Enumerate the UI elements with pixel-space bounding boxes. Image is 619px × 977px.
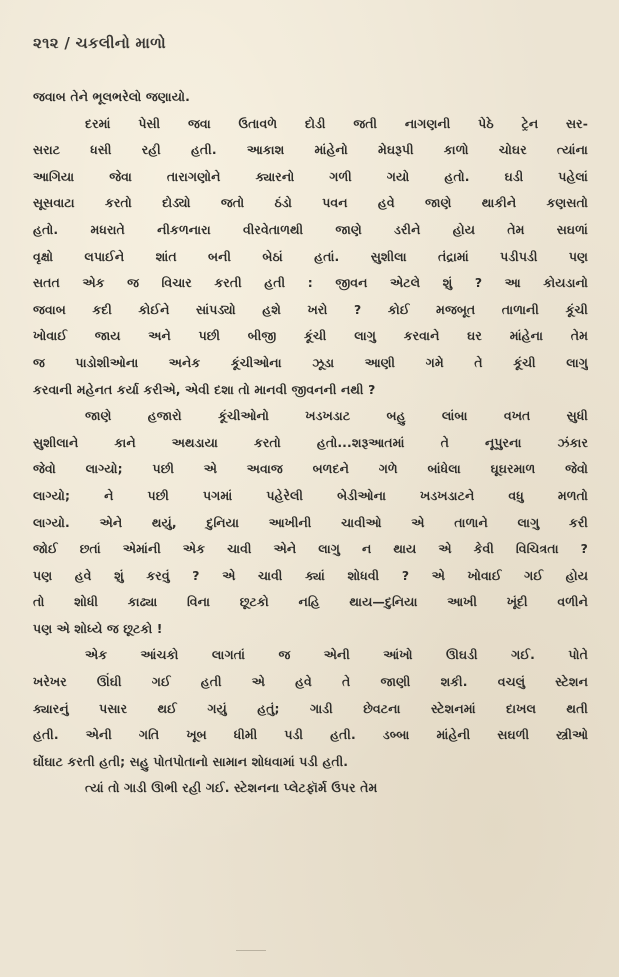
text-line: એક આંચકો લાગતાં જ એની આંખો ઊઘડી ગઈ. પોતે bbox=[85, 647, 588, 663]
text-line: લાગ્યો. એને થયું, દુનિયા આખીની ચાવીઓ એ તાળાને લાગુ કરી bbox=[33, 514, 588, 530]
text-line: હતો. મધરાતે નીકળનારા વીરવેતાળથી જાણે ડરીને હોય તેમ સઘળાં bbox=[33, 221, 588, 237]
text-line: હતી. એની ગતિ ખૂબ ધીમી પડી હતી. ડબ્બા માંહેની સઘળી સ્ત્રીઓ bbox=[33, 727, 588, 743]
text-line: ક્યારનું પસાર થઈ ગયું હતું; ગાડી છેવટના સ્ટેશનમાં દાખલ થતી bbox=[33, 700, 588, 716]
page-footer-mark bbox=[236, 950, 266, 951]
text-line: જાણે હજારો કૂંચીઓનો ખડખડાટ બહુ લાંબા વખત સુધી bbox=[85, 408, 588, 424]
text-line: ઘોંઘાટ કરતી હતી; સહુ પોતપોતાનો સામાન શોધવામાં પડી હતી. bbox=[33, 753, 349, 769]
text-line: તો શોધી કાઢ્યા વિના છૂટકો નહિ થાય—દુનિયા આખી ખૂંદી વળીને bbox=[33, 594, 588, 610]
text-line: સૂસવાટા કરતો દોડ્યો જતો ઠંડો પવન હવે જાણે થાકીને કણસતો bbox=[33, 195, 588, 211]
paragraph bbox=[33, 111, 588, 404]
text-line: ખોવાઈ જાય અને પછી બીજી કૂંચી લાગુ કરવાને ઘર માંહેના તેમ bbox=[33, 328, 588, 344]
text-line: ખરેખર ઊંઘી ગઈ હતી એ હવે તે જાણી શકી. વચલું સ્ટેશન bbox=[33, 674, 588, 690]
text-line: દરમાં પેસી જવા ઉતાવળે દોડી જતી નાગણની પેઠે ટ્રેન સર- bbox=[85, 115, 588, 131]
text-line: જવાબ તેને ભૂલભરેલો જણાયો. bbox=[33, 89, 190, 104]
text-line: જ પાડોશીઓના અનેક કૂંચીઓના ઝૂડા આણી ગમે તે કૂંચી લાગુ bbox=[33, 354, 588, 370]
text-line: લાગ્યો; ને પછી પગમાં પહેરેલી બેડીઓના ખડખડાટને વધુ મળતો bbox=[33, 487, 588, 503]
text-line: વૃક્ષો લપાઈને શાંત બની બેઠાં હતાં. સુશીલા તંદ્રામાં પડીપડી પણ bbox=[33, 248, 588, 264]
text-line: જેવો લાગ્યો; પછી એ અવાજ બળદને ગળે બાંધેલા ઘૂઘરમાળ જેવો bbox=[33, 461, 588, 477]
body-text bbox=[33, 84, 588, 802]
text-line: જવાબ કદી કોઈને સાંપડ્યો હશે ખરો ? કોઈ મજબૂત તાળાની કૂંચી bbox=[33, 301, 588, 317]
paragraph bbox=[33, 403, 588, 642]
text-line: સતત એક જ વિચાર કરતી હતી : જીવન એટલે શું ? આ કોયડાનો bbox=[33, 275, 588, 291]
text-line: ત્યાં તો ગાડી ઊભી રહી ગઈ. સ્ટેશનના પ્લેટફૉર્મ ઉપર તેમ bbox=[85, 780, 378, 796]
text-line: સરાટ ધસી રહી હતી. આકાશ માંહેનો મેઘરૂપી કાળો ચોઘર ત્યાંના bbox=[33, 142, 588, 158]
paragraph bbox=[33, 775, 588, 802]
text-line: કરવાની મહેનત કર્યા કરીએ, એવી દશા તો માનવી જીવનની નથી ? bbox=[33, 381, 376, 397]
running-head: ૨૧૨ / ચકલીનો માળો bbox=[33, 34, 166, 52]
text-line: પણ હવે શું કરવું ? એ ચાવી ક્યાં શોધવી ? એ ખોવાઈ ગઈ હોય bbox=[33, 567, 588, 583]
text-line: જોઈ છતાં એમાંની એક ચાવી એને લાગુ ન થાય એ કેવી વિચિત્રતા ? bbox=[33, 541, 588, 557]
paragraph bbox=[33, 642, 588, 775]
paragraph bbox=[33, 84, 588, 111]
text-line: પણ એ શોધ્યે જ છૂટકો ! bbox=[33, 620, 163, 636]
text-line: આગિયા જેવા તારાગણોને ક્યારનો ગળી ગયો હતો. ઘડી પહેલાં bbox=[33, 168, 588, 184]
text-line: સુશીલાને કાને અથડાયા કરતો હતો...શરૂઆતમાં તે નૂપુરના ઝંકાર bbox=[33, 434, 588, 450]
